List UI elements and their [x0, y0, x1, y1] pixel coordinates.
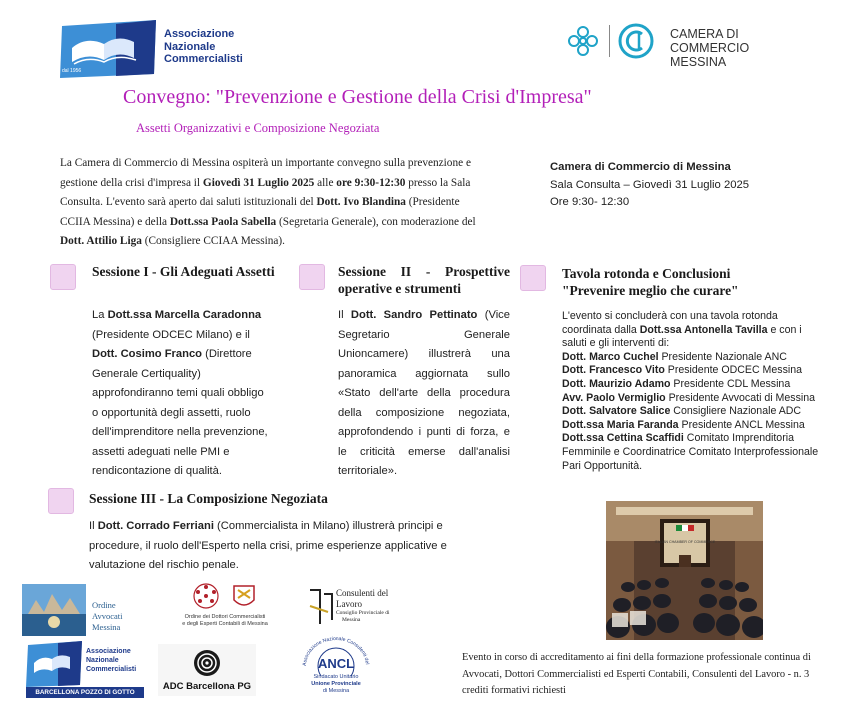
roundtable-marker — [520, 265, 546, 291]
venue-name: Camera di Commercio di Messina — [550, 161, 731, 173]
anc-barcellona-text: Associazione Nazionale Commercialisti — [86, 648, 137, 673]
session-2-marker — [299, 264, 325, 290]
cdl-text: Consulenti del Lavoro Consiglio Provinciale di Messina — [336, 588, 390, 623]
session-1-marker — [50, 264, 76, 290]
adc-label: ADC Barcellona PG — [162, 681, 252, 692]
session-2-body: Il Dott. Sandro Pettinato (Vice Segretario Generale Unioncamere) illustrerà una panoramica aggiornata sullo «Stato dell'arte della procedura della composizione negoziata, approfondendo i punti di forza, e le criticità emerse dall'analisi territoriale». — [338, 309, 511, 477]
session-3-marker — [48, 488, 74, 514]
odcec-text: Ordine dei Dottori Commercialisti e degli Esperti Contabili di Messina — [182, 614, 268, 627]
venue-date: Sala Consulta – Giovedì 31 Luglio 2025 — [550, 178, 750, 191]
adc-spiral-icon — [192, 648, 222, 678]
conference-hall-photo — [606, 501, 763, 640]
logo-divider — [609, 25, 610, 57]
camera-name: CAMERA DI COMMERCIO MESSINA — [670, 27, 750, 69]
anc-since: dal 1956 — [62, 68, 82, 74]
venue-time: Ore 9:30- 12:30 — [550, 196, 630, 208]
page-subtitle: Assetti Organizzativi e Composizione Negoziata — [136, 121, 380, 135]
avvocati-text: Ordine Avvocati Messina — [92, 600, 123, 632]
adc-logo — [158, 644, 256, 696]
accreditation-note: Evento in corso di accreditamento ai fini della formazione professionale continua di Avvocati, Dottori Commercialisti ed Esperti Contabili, Consulenti del Lavoro - n. 3 crediti formativi richiesti — [462, 652, 811, 696]
ancl-text: Sindacato Unitario Unione Provinciale di Messina — [311, 674, 361, 694]
anc-book-icon — [26, 641, 84, 687]
speaker-item: Avv. Paolo Vermiglio Presidente Avvocati di Messina — [562, 391, 815, 404]
session-2-title: Sessione II - Prospettive operative e strumenti — [338, 264, 510, 296]
anc-name: Associazione Nazionale Commercialisti — [164, 28, 243, 65]
intro-paragraph: La Camera di Commercio di Messina ospiterà un importante convegno sulla prevenzione e gestione della crisi d'impresa il Giovedì 31 Luglio 2025 alle ore 9:30-12:30 presso la Sala Consulta. L'evento sarà aperto dai saluti istituzionali del Dott. Ivo Blandina (Presidente CCIIA Messina) e della Dott.ssa Paola Sabella (Segretaria Generale), con moderazione del Dott. Attilio Liga (Consigliere CCIAA Messina). — [60, 157, 476, 247]
photo-banner-text: ITALIAN CHAMBER OF COMMERCE — [654, 540, 716, 544]
speaker-item: Dott. Marco Cuchel Presidente Nazionale ANC — [562, 350, 787, 363]
cdl-emblem-icon — [306, 586, 336, 628]
odcec-logo — [160, 582, 290, 630]
avvocati-logo — [22, 584, 142, 640]
session-3-title: Sessione III - La Composizione Negoziata — [89, 491, 328, 506]
cdl-logo — [306, 586, 416, 630]
speaker-item: Dott. Francesco Vito Presidente ODCEC Messina — [562, 364, 803, 377]
roundtable-intro: L'evento si concluderà con una tavola rotonda coordinata dalla Dott.ssa Antonella Tavilla e con i saluti e gli interventi di: — [562, 310, 802, 350]
speaker-item: Dott.ssa Maria Faranda Presidente ANCL Messina — [562, 418, 805, 431]
session-1-title: Sessione I - Gli Adeguati Assetti — [92, 264, 275, 279]
camera-commercio-logo — [566, 22, 811, 69]
speaker-item: Dott. Salvatore Salice Consigliere Nazionale ADC — [562, 405, 802, 418]
roundtable-title: Tavola rotonda e Conclusioni "Prevenire meglio che curare" — [562, 266, 739, 298]
session-1-body: La Dott.ssa Marcella Caradonna (Presidente ODCEC Milano) e il Dott. Cosimo Franco (Direttore Generale Certiquality) approfondiranno temi quali obbligo o opportunità degli assetti, ruolo dell'imprenditore nella prevenzione, assetti adeguati nelle PMI e rendicontazione di qualità. — [92, 309, 268, 477]
odcec-emblem-icon — [184, 582, 264, 612]
session-3-body: Il Dott. Corrado Ferriani (Commercialista in Milano) illustrerà principi e procedure, il ruolo dell'Esperto nella crisi, prime esperienze applicative e valutazione del rischio penale. — [89, 520, 447, 571]
ancl-logo — [300, 636, 372, 702]
anc-barcellona-bar: BARCELLONA POZZO DI GOTTO — [26, 687, 144, 698]
svg-text:Associazione Nazionale Consule: Associazione Nazionale Consulenti del — [301, 636, 370, 667]
anc-barcellona-logo — [26, 641, 144, 699]
avvocati-emblem-icon — [22, 584, 86, 636]
speaker-item: Dott. Maurizio Adamo Presidente CDL Messina — [562, 377, 791, 390]
page-title: Convegno: "Prevenzione e Gestione della Crisi d'Impresa" — [123, 86, 592, 108]
anc-logo — [60, 20, 243, 76]
flower-icon — [566, 24, 600, 58]
venue-info — [550, 159, 780, 212]
roundtable-body — [562, 310, 824, 473]
ancl-big: ANCL — [317, 656, 355, 671]
cc-monogram-icon — [618, 23, 654, 59]
speaker-item: Dott.ssa Cettina Scaffidi Comitato Imprenditoria Femminile e Coordinatrice Comitato Interprofessionale Pari Opportunità. — [562, 432, 819, 472]
